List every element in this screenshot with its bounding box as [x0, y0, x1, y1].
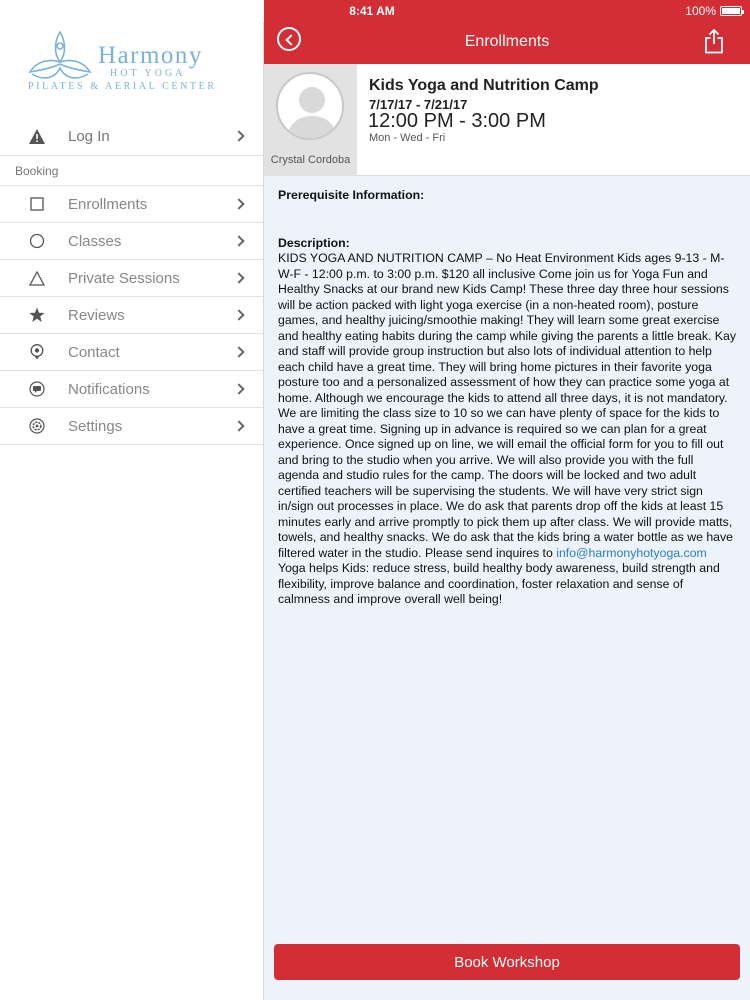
- page-title: Enrollments: [464, 33, 550, 50]
- sidebar-item-contact[interactable]: [0, 334, 263, 371]
- logo-name: Harmony: [98, 42, 203, 69]
- sidebar-item-settings[interactable]: [0, 408, 263, 445]
- sidebar-item-reviews[interactable]: [0, 297, 263, 334]
- sidebar-item-label: Private Sessions: [68, 269, 180, 287]
- chevron-right-icon: [233, 309, 244, 320]
- instructor-name: Crystal Cordoba: [270, 154, 351, 166]
- person-icon: [278, 74, 344, 140]
- chevron-right-icon: [233, 198, 244, 209]
- battery-icon: [720, 6, 742, 16]
- description-text: [278, 251, 736, 608]
- sidebar-item-label: Classes: [68, 232, 122, 250]
- status-time: 8:41 AM: [349, 4, 395, 18]
- sidebar-item-enrollments[interactable]: [0, 186, 263, 223]
- chat-bubble-icon: [28, 381, 45, 398]
- chevron-right-icon: [233, 130, 244, 141]
- event-header: [264, 64, 750, 176]
- description-label: Description:: [278, 235, 350, 250]
- description-part-1: KIDS YOGA AND NUTRITION CAMP – No Heat Environment Kids ages 9-13 - M-W-F - 12:00 p.m. to 3:00 p.m. $120 all inclusive Come join us for Yoga Fun and Healthy Snacks at our brand new Kids Camp! These three day three hour sessions will be action packed with light yoga exercise (in a non-heated room), posture games, and healthy juicing/smoothie making! They will learn some great exercise and healthy eating habits during the camp while giving the parents a little break. Kay and staff will provide group instruction but also lots of individual attention to help each child have a great time. They will bring home pictures in their favorite yoga posture too and a personalized assessment of how they can practice some yoga at home. Although we encourage the kids to attend all three days, it is not mandatory. We are limiting the class size to 10 so we can have plenty of space for the kids to have a great time. Signing up in advance is required so we can plan for a great experience. Once signed up on line, we will email the official form for you to fill out and bring to the studio when you arrive. We will also provide you with the full agenda and studio rules for the camp. The doors will be locked and two adult certified teachers will be supervising the students. We will have very strict sign in/sign out processes in place. We do ask that parents drop off the kids at least 15 minutes early and arrive promptly to pick them up after class. We will provide matts, towels, and healthy snacks. We do ask that the kids bring a water bottle as we have filtered water in the studio. Please send inquires to: [278, 251, 736, 560]
- battery-percent: 100%: [685, 4, 716, 18]
- event-time: 12:00 PM - 3:00 PM: [368, 110, 546, 132]
- chevron-right-icon: [233, 272, 244, 283]
- circle-icon: [28, 233, 45, 250]
- description-part-2: Yoga helps Kids: reduce stress, build healthy body awareness, build strength and flexibility, improve balance and coordination, foster relaxation and sense of calmness and improve overall well being!: [278, 561, 720, 606]
- location-pin-icon: [28, 344, 45, 361]
- sidebar-item-notifications[interactable]: [0, 371, 263, 408]
- sidebar-item-label: Log In: [68, 127, 110, 145]
- event-details: [264, 176, 750, 608]
- sidebar-item-private-sessions[interactable]: [0, 260, 263, 297]
- sidebar-item-classes[interactable]: [0, 223, 263, 260]
- main-panel: [264, 22, 750, 1000]
- section-label-booking: Booking: [0, 156, 263, 186]
- prerequisite-label: Prerequisite Information:: [278, 188, 425, 202]
- square-icon: [28, 196, 45, 213]
- battery-status: [685, 4, 742, 18]
- sidebar-item-label: Contact: [68, 343, 120, 361]
- share-icon[interactable]: [704, 28, 724, 54]
- logo-subtitle: HOT YOGA: [110, 68, 186, 79]
- harmony-logo: [0, 22, 263, 117]
- event-dates: 7/17/17 - 7/21/17: [369, 97, 468, 112]
- nav-bar: [264, 22, 750, 64]
- chevron-right-icon: [233, 235, 244, 246]
- sidebar-item-login[interactable]: [0, 117, 263, 156]
- avatar: [276, 72, 344, 140]
- status-bar: [264, 0, 750, 22]
- event-days: Mon - Wed - Fri: [369, 132, 446, 144]
- instructor-card: [264, 64, 357, 176]
- logo-tagline: PILATES & AERIAL CENTER: [28, 81, 217, 92]
- star-icon: [28, 307, 45, 324]
- triangle-icon: [28, 270, 45, 287]
- chevron-right-icon: [233, 383, 244, 394]
- sidebar-item-label: Notifications: [68, 380, 150, 398]
- chevron-right-icon: [233, 420, 244, 431]
- email-link[interactable]: info@harmonyhotyoga.com: [556, 545, 707, 560]
- sidebar-item-label: Enrollments: [68, 195, 148, 213]
- gear-icon: [28, 418, 45, 435]
- sidebar-item-label: Settings: [68, 417, 123, 435]
- book-workshop-button[interactable]: Book Workshop: [274, 944, 740, 980]
- sidebar-item-label: Reviews: [68, 306, 125, 324]
- event-title: Kids Yoga and Nutrition Camp: [369, 77, 599, 94]
- warning-icon: [28, 128, 45, 145]
- chevron-right-icon: [233, 346, 244, 357]
- sidebar: [0, 22, 264, 1000]
- lotus-logo-icon: [28, 28, 92, 88]
